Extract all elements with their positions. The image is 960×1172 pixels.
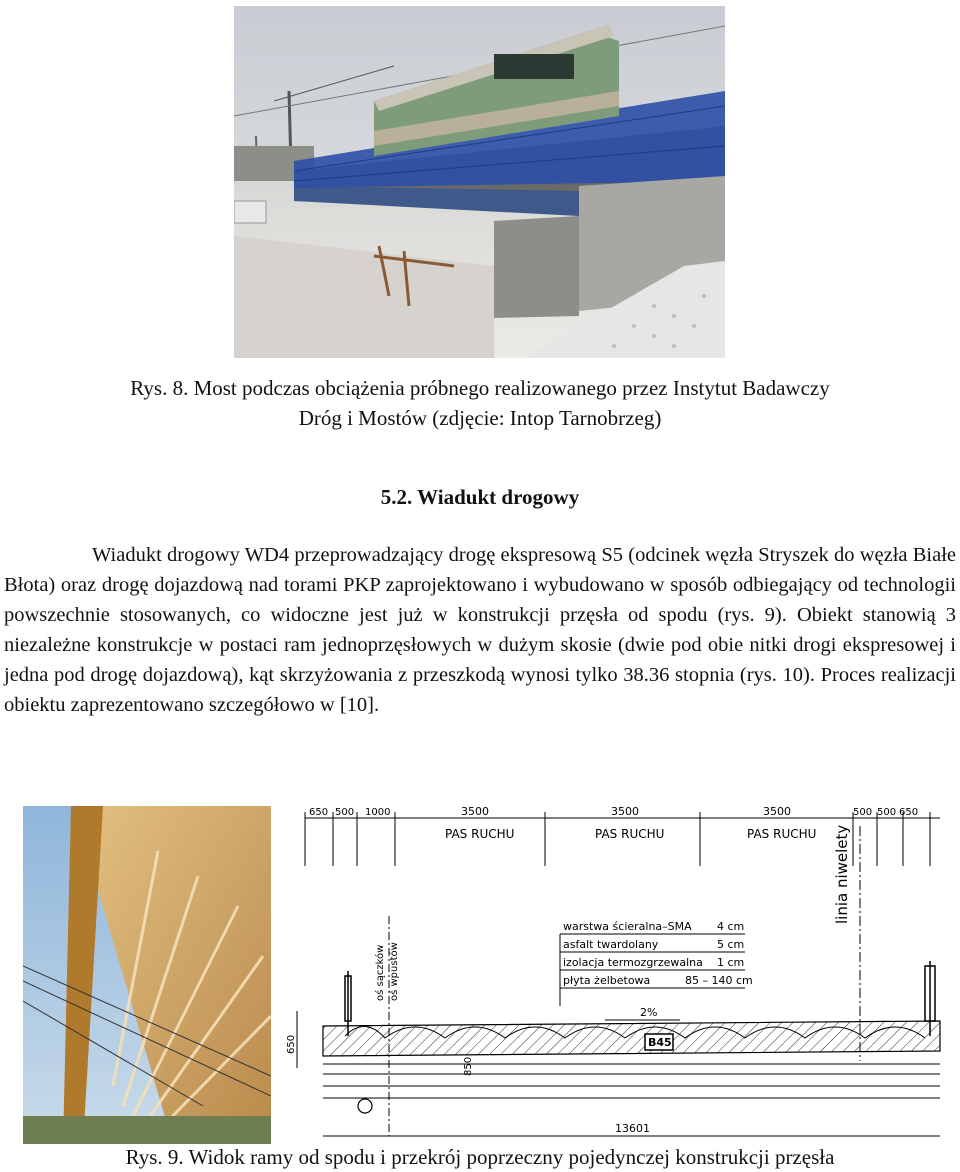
axis-label-drains: oś sączków — [375, 944, 386, 1001]
depth-dim: 850 — [463, 1056, 474, 1076]
figure8-caption-line1: Rys. 8. Most podczas obciążenia próbnego realizowanego przez Instytut Badawczy — [130, 376, 830, 400]
dim-500-right-2: 500 — [877, 807, 897, 818]
layer-3-value: 1 cm — [717, 956, 745, 969]
section-paragraph — [4, 540, 956, 720]
level-line-label: linia niwelety — [833, 824, 851, 924]
layer-1-name: warstwa ścieralna–SMA — [563, 920, 692, 933]
dim-3500-1: 3500 — [461, 806, 489, 818]
lane-label-1: PAS RUCHU — [445, 827, 515, 841]
dim-500-right-1: 500 — [853, 807, 873, 818]
bridge-photo — [234, 6, 725, 358]
layer-1-value: 4 cm — [717, 920, 745, 933]
paragraph-text: Wiadukt drogowy WD4 przeprowadzający drogę ekspresową S5 (odcinek węzła Stryszek do węzła Białe Błota) oraz drogę dojazdową nad torami PKP zaprojektowano i wybudowano w sposób odbiegający od technologii powszechnie stosowanych, co widoczne jest już w konstrukcji przęsła od spodu (rys. 9). Obiekt stanowią 3 niezależne konstrukcje w postaci ram jednoprzęsłowych w dużym skosie (dwie pod obie nitki drogi ekspresowej i jedna pod drogę dojazdową), kąt skrzyżowania z przeszkodą wynosi tylko 38.36 stopnia (rys. 10). Proces realizacji obiektu zaprezentowano szczegółowo w [10]. — [4, 544, 956, 716]
dim-500-left: 500 — [335, 807, 355, 818]
dim-650-left: 650 — [309, 807, 329, 818]
underside-photo — [23, 806, 271, 1144]
layer-4-value: 85 – 140 cm — [685, 974, 753, 987]
lane-label-3: PAS RUCHU — [747, 827, 817, 841]
layer-3-name: izolacja termozgrzewalna — [563, 956, 703, 969]
dim-650-right: 650 — [899, 807, 919, 818]
figure8-caption-line2: Dróg i Mostów (zdjęcie: Intop Tarnobrzeg) — [298, 406, 662, 430]
axis-label-inlets: oś wpustów — [389, 942, 400, 1001]
layer-4-name: płyta żelbetowa — [563, 974, 651, 987]
cross-section-drawing — [285, 806, 955, 1146]
section-heading: 5.2. Wiadukt drogowy — [380, 485, 580, 509]
concrete-class-label: B45 — [648, 1036, 672, 1049]
layer-2-name: asfalt twardolany — [563, 938, 659, 951]
lane-label-2: PAS RUCHU — [595, 827, 665, 841]
dim-3500-3: 3500 — [763, 806, 791, 818]
layer-2-value: 5 cm — [717, 938, 745, 951]
dim-3500-2: 3500 — [611, 806, 639, 818]
dim-1000: 1000 — [365, 807, 391, 818]
figure9-caption: Rys. 9. Widok ramy od spodu i przekrój poprzeczny pojedynczej konstrukcji przęsła — [125, 1145, 835, 1169]
height-dim: 650 — [286, 1034, 297, 1054]
slope-label: 2% — [640, 1006, 658, 1019]
total-width-dim: 13601 — [615, 1122, 650, 1135]
